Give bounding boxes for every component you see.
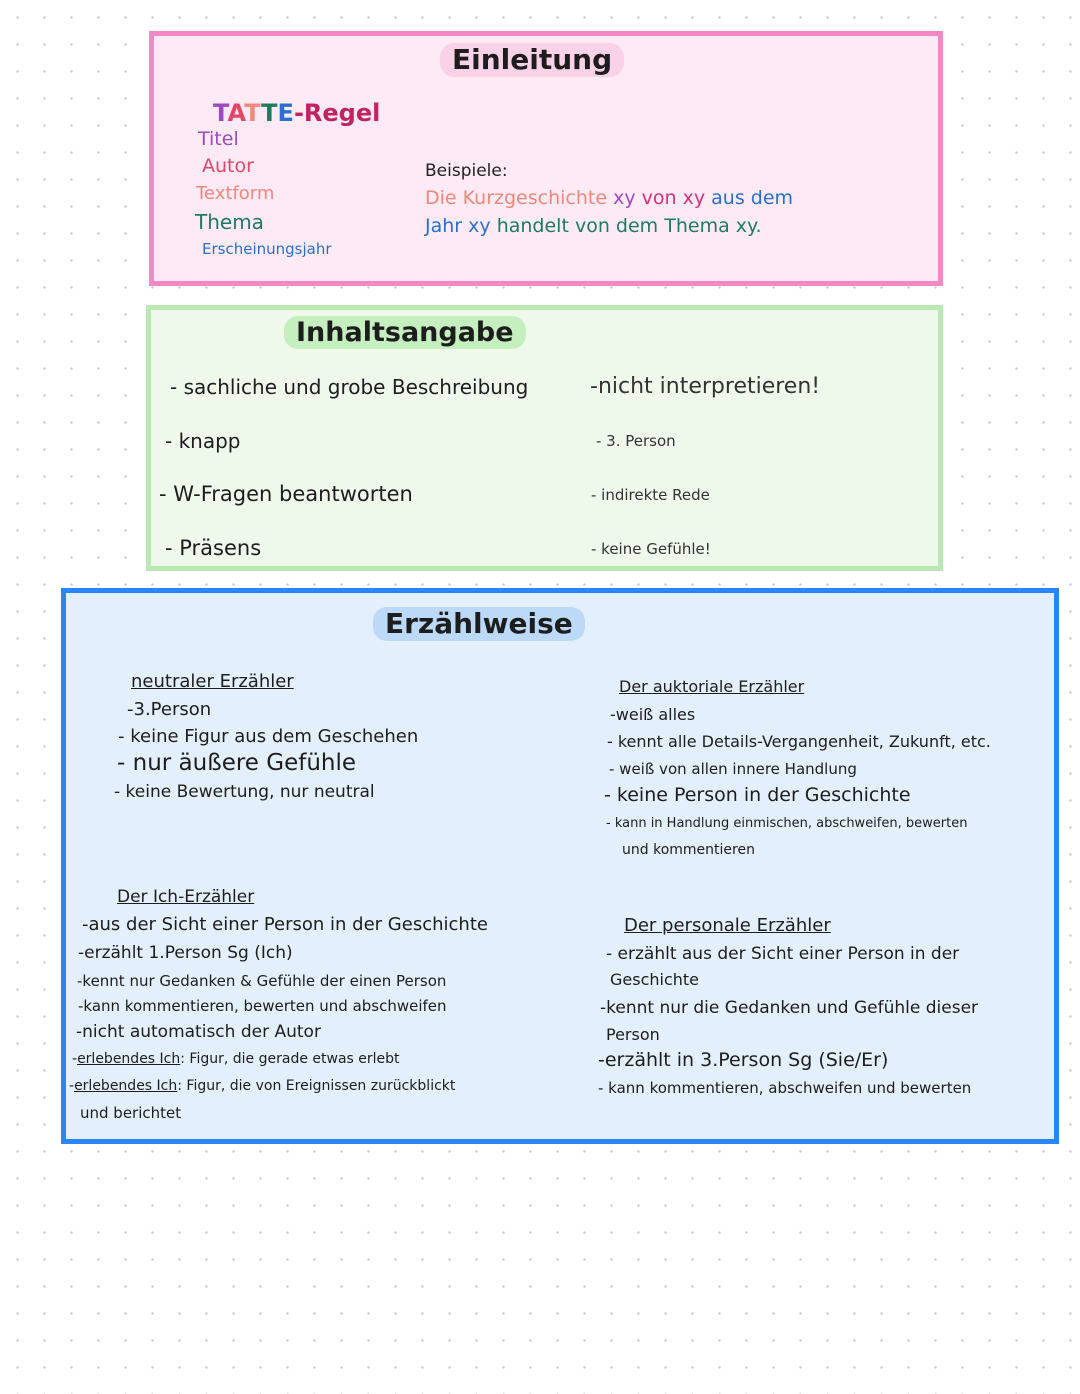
- inhaltsangabe-title: Inhaltsangabe: [284, 316, 526, 349]
- neutral-item: - nur äußere Gefühle: [117, 750, 357, 776]
- erzaehlendes-ich-def: : Figur, die von Ereignissen zurückblickt: [177, 1078, 456, 1094]
- tatte-letter-t2: T: [244, 99, 262, 127]
- tatte-rule-heading: [213, 101, 380, 125]
- tatte-suffix: -Regel: [293, 99, 381, 127]
- tatte-letter-e: E: [277, 99, 294, 127]
- example-aus-dem: aus dem: [711, 187, 794, 209]
- inhalt-right-item: -nicht interpretieren!: [590, 374, 821, 399]
- beispiele-label: Beispiele:: [425, 161, 508, 181]
- ich-item: -aus der Sicht einer Person in der Geschichte: [82, 914, 488, 935]
- ich-item: -nicht automatisch der Autor: [76, 1022, 321, 1042]
- inhalt-right-item: - 3. Person: [596, 432, 676, 450]
- auktorial-item: - keine Person in der Geschichte: [604, 784, 911, 806]
- example-die: Die: [425, 187, 457, 209]
- auktorial-item: - weiß von allen innere Handlung: [609, 760, 857, 778]
- einleitung-title: Einleitung: [440, 43, 624, 77]
- example-xy-1: xy: [613, 187, 636, 209]
- personal-item: Geschichte: [610, 970, 700, 989]
- personal-item: - erzählt aus der Sicht einer Person in der: [606, 944, 960, 964]
- ich-item: -erzählt 1.Person Sg (Ich): [78, 943, 293, 963]
- neutral-item: - keine Bewertung, nur neutral: [114, 782, 375, 802]
- inhalt-left-item: - knapp: [165, 429, 241, 453]
- auktorial-heading: Der auktoriale Erzähler: [619, 677, 805, 696]
- ich-erzaehlendes-ich: -erlebendes Ich: Figur, die von Ereignissen zurückblickt: [69, 1078, 456, 1094]
- personal-item: Person: [606, 1025, 660, 1044]
- example-jahr: Jahr: [425, 215, 463, 237]
- example-thema: Thema xy.: [664, 215, 762, 237]
- personal-heading: Der personale Erzähler: [624, 915, 831, 936]
- tatte-item-thema: Thema: [195, 210, 264, 234]
- tatte-letter-t1: T: [213, 99, 228, 127]
- tatte-letter-a: A: [227, 99, 245, 127]
- example-line-1: [425, 189, 793, 208]
- tatte-item-autor: Autor: [202, 155, 254, 177]
- personal-item: -erzählt in 3.Person Sg (Sie/Er): [598, 1049, 889, 1071]
- inhalt-left-item: - W-Fragen beantworten: [159, 482, 413, 506]
- erzaehlweise-title: Erzählweise: [373, 607, 585, 641]
- example-von-dem: von dem: [574, 215, 659, 237]
- ich-erlebendes-ich: -erlebendes Ich: Figur, die gerade etwas erlebt: [72, 1051, 400, 1067]
- auktorial-item: - kann in Handlung einmischen, abschweifen, bewerten: [606, 816, 968, 831]
- ich-item: -kann kommentieren, bewerten und abschweifen: [78, 997, 447, 1015]
- tatte-item-titel: Titel: [198, 128, 239, 150]
- erlebendes-ich-def: : Figur, die gerade etwas erlebt: [180, 1051, 400, 1067]
- tatte-letter-t3: T: [261, 99, 278, 127]
- neutral-item: - keine Figur aus dem Geschehen: [118, 726, 419, 747]
- tatte-item-textform: Textform: [196, 183, 275, 204]
- inhalt-left-item: - sachliche und grobe Beschreibung: [170, 375, 529, 399]
- example-kurzgeschichte: Kurzgeschichte: [462, 187, 608, 209]
- auktorial-item: -weiß alles: [610, 705, 696, 724]
- inhalt-right-item: - keine Gefühle!: [591, 540, 711, 558]
- example-line-2: [425, 217, 762, 236]
- personal-item: - kann kommentieren, abschweifen und bewerten: [598, 1079, 972, 1097]
- inhalt-left-item: - Präsens: [165, 536, 262, 560]
- erzaehlendes-ich-term: erlebendes Ich: [74, 1078, 178, 1094]
- example-von-xy: von xy: [641, 187, 706, 209]
- example-xy-2: xy: [468, 215, 491, 237]
- ich-heading: Der Ich-Erzähler: [117, 887, 255, 907]
- auktorial-item: - kennt alle Details-Vergangenheit, Zukunft, etc.: [607, 732, 991, 751]
- tatte-item-erscheinungsjahr: Erscheinungsjahr: [202, 240, 332, 258]
- ich-item-continued: und berichtet: [80, 1104, 182, 1122]
- neutral-heading: neutraler Erzähler: [131, 671, 294, 692]
- example-handelt: handelt: [496, 215, 569, 237]
- neutral-item: -3.Person: [127, 699, 212, 720]
- personal-item: -kennt nur die Gedanken und Gefühle dieser: [600, 998, 979, 1018]
- erlebendes-ich-term: erlebendes Ich: [77, 1051, 181, 1067]
- inhalt-right-item: - indirekte Rede: [591, 486, 710, 504]
- ich-item: -kennt nur Gedanken & Gefühle der einen Person: [77, 972, 447, 990]
- auktorial-item: und kommentieren: [622, 842, 755, 858]
- inhaltsangabe-box: [146, 305, 943, 571]
